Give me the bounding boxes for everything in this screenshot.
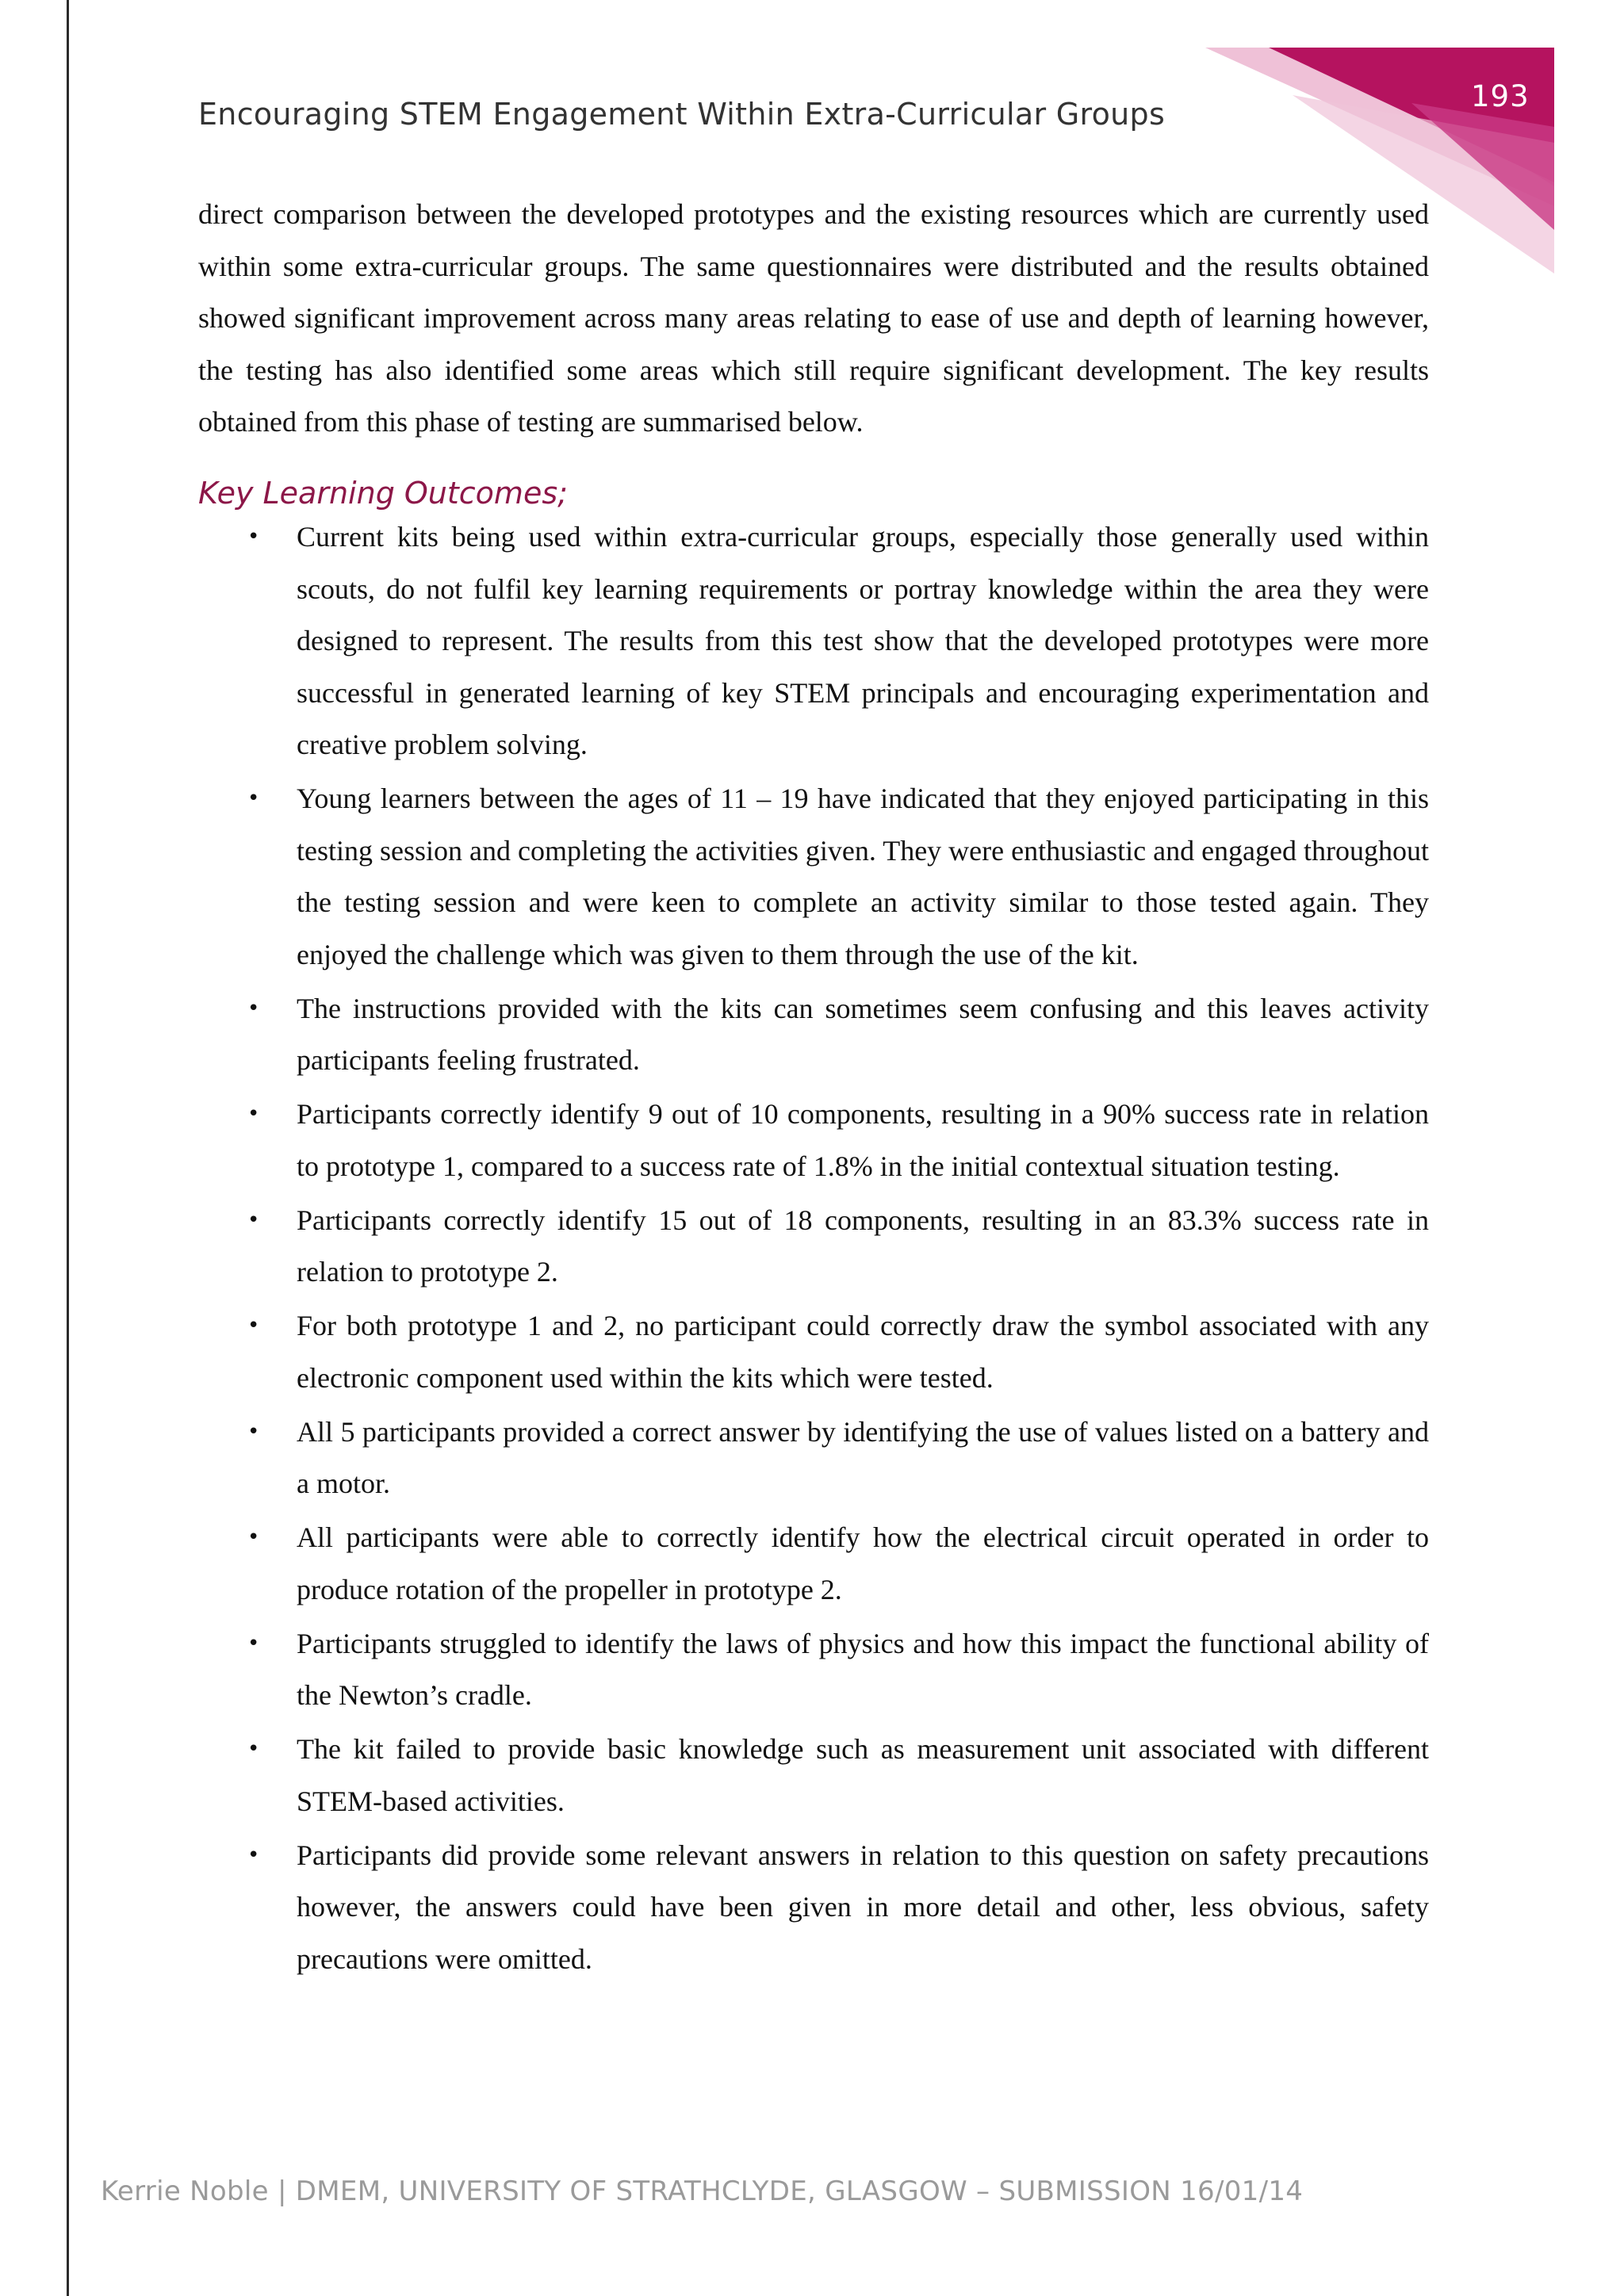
list-item — [198, 511, 1429, 771]
section-heading-key-learning-outcomes: Key Learning Outcomes; — [198, 476, 568, 511]
list-item-text: Participants did provide some relevant answers in relation to this question on safety precautions however, the answers could have been given in more detail and other, less obvious, safety precautions were omitted. — [297, 1839, 1429, 1975]
list-item-text: For both prototype 1 and 2, no participant could correctly draw the symbol associated with any electronic component used within the kits which were tested. — [297, 1310, 1429, 1394]
bullet-icon: • — [247, 525, 260, 549]
bullet-icon: • — [247, 1102, 260, 1126]
running-header-title: Encouraging STEM Engagement Within Extra-Curricular Groups — [198, 97, 1166, 132]
list-item — [198, 1195, 1429, 1299]
bullet-icon: • — [247, 1525, 260, 1549]
list-item-text: The kit failed to provide basic knowledge such as measurement unit associated with different STEM-based activities. — [297, 1733, 1429, 1817]
list-item-text: Participants correctly identify 15 out of 18 components, resulting in an 83.3% success rate in relation to prototype 2. — [297, 1203, 1429, 1288]
bullet-icon: • — [247, 996, 260, 1020]
bullet-icon: • — [247, 1631, 260, 1655]
page-footer: Kerrie Noble | DMEM, UNIVERSITY OF STRATHCLYDE, GLASGOW – SUBMISSION 16/01/14 — [101, 2175, 1304, 2207]
page-number: 193 — [1471, 79, 1530, 113]
list-item — [198, 1089, 1429, 1192]
bullet-icon: • — [247, 786, 260, 810]
list-item — [198, 773, 1429, 981]
list-item-text: Participants correctly identify 9 out of 10 components, resulting in a 90% success rate in relation to prototype 1, compared to a success rate of 1.8% in the initial contextual situation testing. — [297, 1098, 1429, 1182]
list-item — [198, 1300, 1429, 1404]
list-item-text: Young learners between the ages of 11 – 19 have indicated that they enjoyed participating in this testing session and completing the activities given. They were enthusiastic and engaged throughout the testing session and were keen to complete an activity similar to those tested again. They enjoyed the challenge which was given to them through the use of the kit. — [297, 783, 1429, 970]
bullet-icon: • — [247, 1314, 260, 1337]
list-item — [198, 983, 1429, 1087]
list-item-text: All participants were able to correctly identify how the electrical circuit operated in order to produce rotation of the propeller in prototype 2. — [297, 1521, 1429, 1605]
list-item-text: The instructions provided with the kits can sometimes seem confusing and this leaves activity participants feeling frustrated. — [297, 992, 1429, 1076]
list-item — [198, 1512, 1429, 1616]
bullet-icon: • — [247, 1737, 260, 1761]
key-outcomes-list — [198, 511, 1429, 1988]
bullet-icon: • — [247, 1207, 260, 1232]
list-item-text: All 5 participants provided a correct answer by identifying the use of values listed on a battery and a motor. — [297, 1415, 1429, 1499]
intro-paragraph: direct comparison between the developed prototypes and the existing resources which are currently used within some extra-curricular groups. The same questionnaires were distributed and the results obtained showed significant improvement across many areas relating to ease of use and depth of learning however, the testing has also identified some areas which still require significant development. The key results obtained from this phase of testing are summarised below. — [198, 198, 1429, 438]
list-item-text: Current kits being used within extra-curricular groups, especially those generally used within scouts, do not fulfil key learning requirements or portray knowledge within the area they were designed to represent. The results from this test show that the developed prototypes were more successful in generated learning of key STEM principals and encouraging experimentation and creative problem solving. — [297, 521, 1429, 760]
list-item — [198, 1830, 1429, 1986]
list-item — [198, 1618, 1429, 1722]
bullet-icon: • — [247, 1843, 260, 1867]
left-margin-rule — [67, 0, 69, 2296]
bullet-icon: • — [247, 1419, 260, 1444]
list-item — [198, 1724, 1429, 1827]
list-item-text: Participants struggled to identify the laws of physics and how this impact the functional ability of the Newton’s cradle. — [297, 1627, 1429, 1711]
list-item — [198, 1406, 1429, 1510]
